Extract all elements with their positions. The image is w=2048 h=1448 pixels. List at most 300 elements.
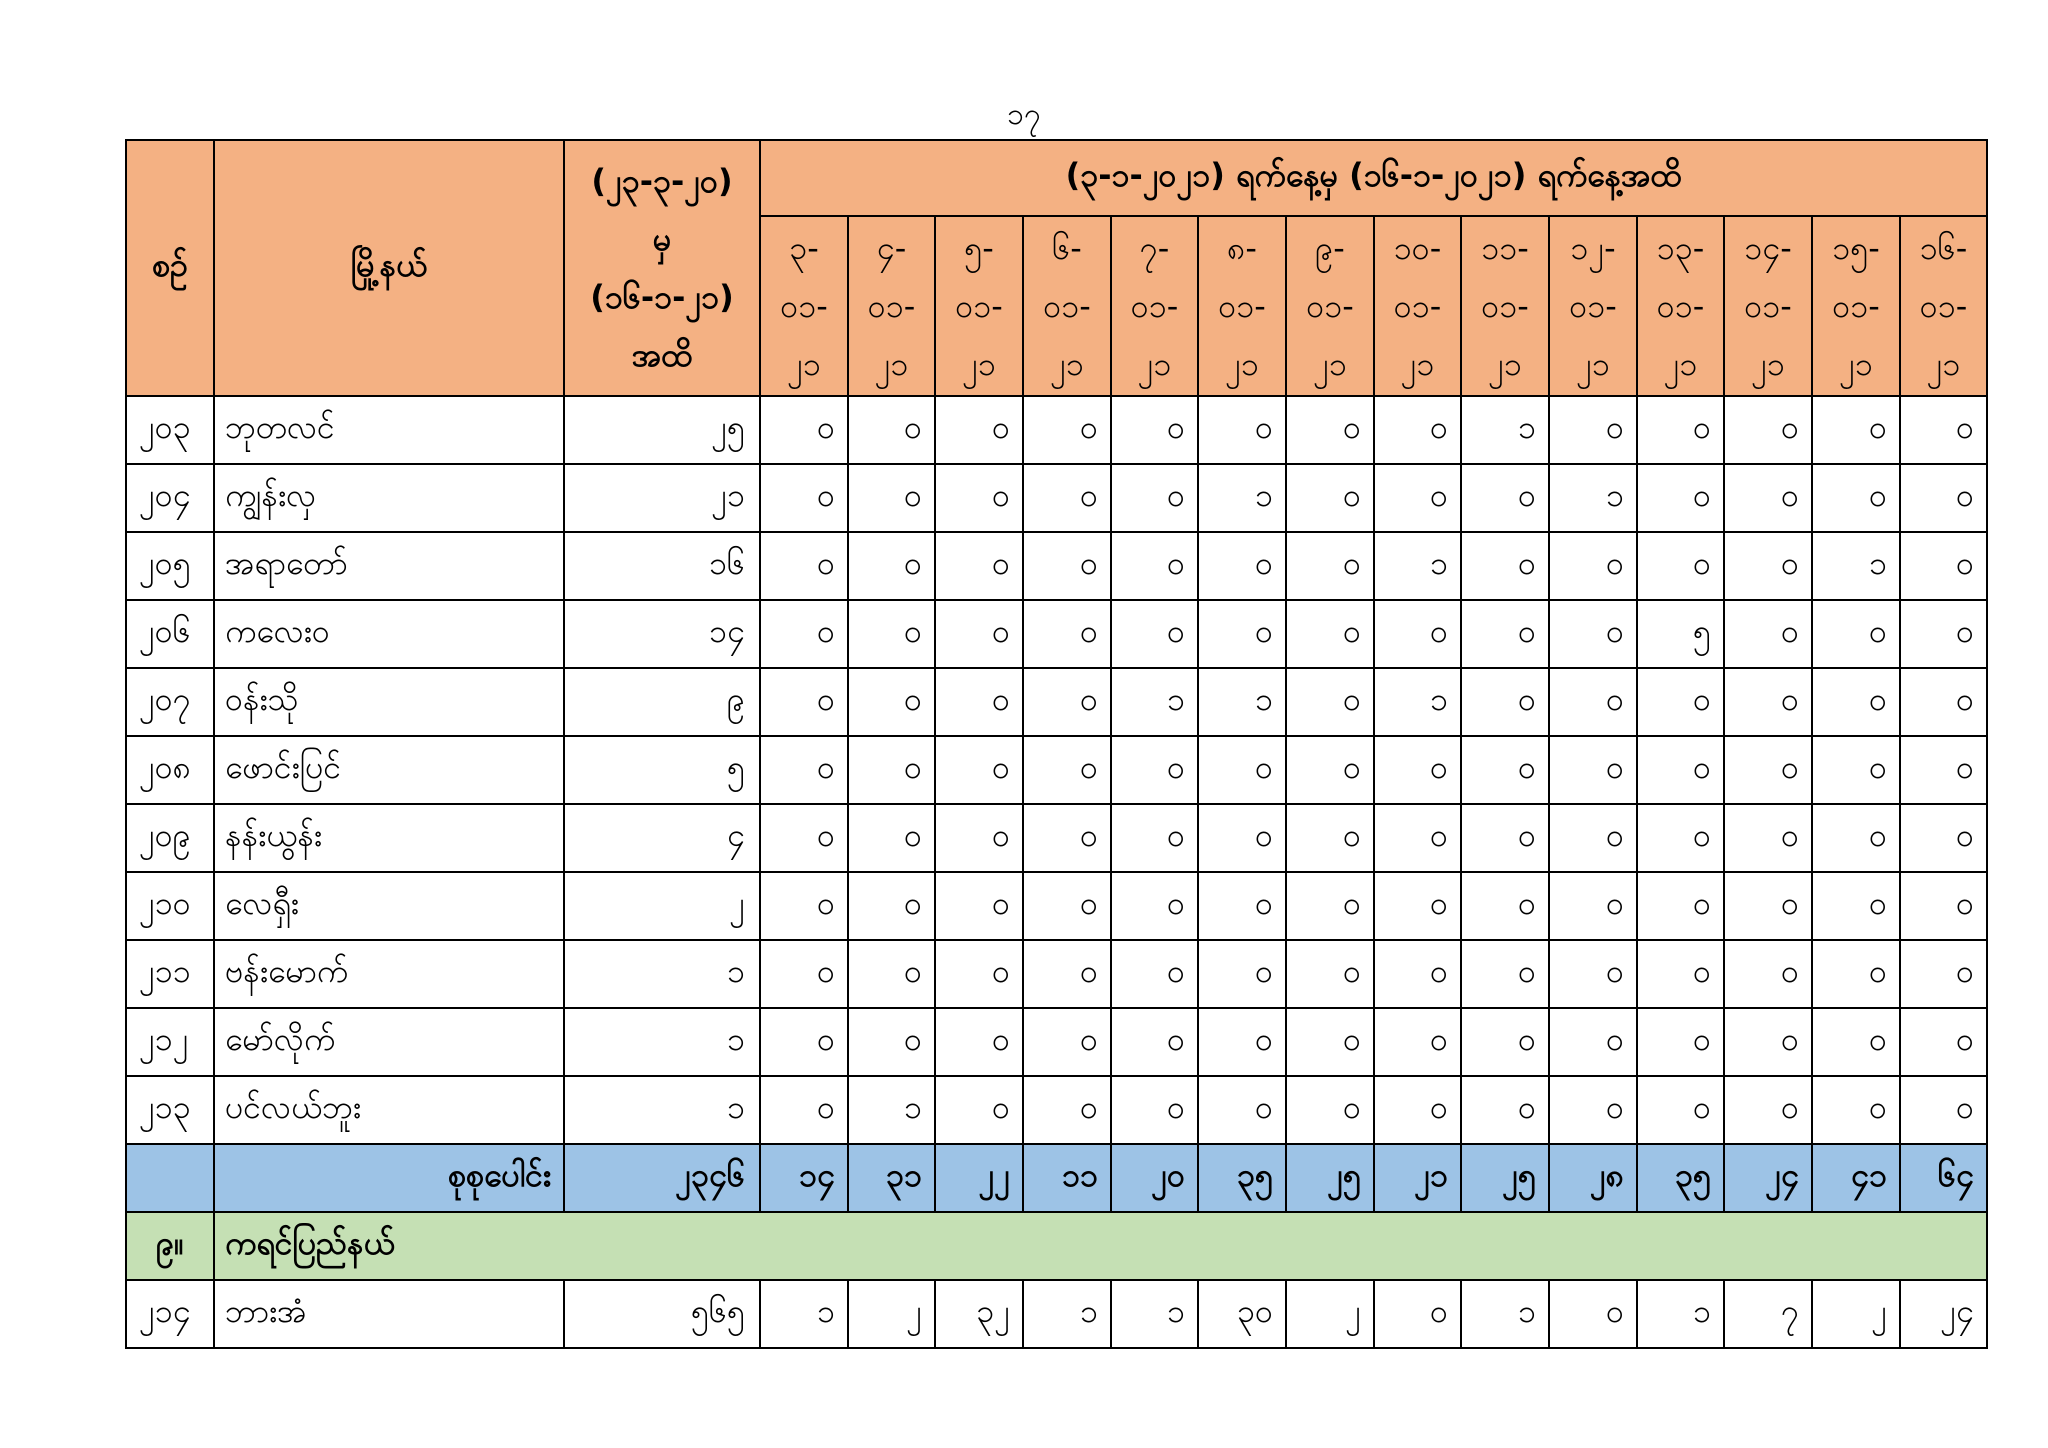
- daily-count: ၀: [1023, 464, 1111, 532]
- daily-count: ၀: [1637, 396, 1724, 464]
- header-date-part: ၂၁: [1926, 345, 1961, 383]
- sum-daily-count: ၂၀: [1111, 1144, 1198, 1212]
- township-name: ကျွန်းလှ: [214, 464, 564, 532]
- section-number: ၉။: [126, 1212, 214, 1280]
- daily-count: ၀: [935, 464, 1023, 532]
- daily-count: ၀: [1374, 872, 1461, 940]
- daily-count: ၀: [1111, 872, 1198, 940]
- daily-count: ၀: [1461, 1076, 1549, 1144]
- daily-count: ၁: [1198, 668, 1286, 736]
- daily-count: ၀: [1549, 1280, 1637, 1348]
- daily-count: ၀: [760, 940, 848, 1008]
- daily-count: ၀: [1724, 464, 1812, 532]
- daily-count: ၀: [1286, 872, 1374, 940]
- daily-count: ၀: [1724, 1076, 1812, 1144]
- daily-count: ၀: [1286, 1008, 1374, 1076]
- header-date-part: ၁၀-: [1393, 229, 1442, 267]
- daily-count: ၀: [1900, 1076, 1987, 1144]
- header-date-8: [1374, 216, 1461, 396]
- row-number: ၂၀၆: [126, 600, 214, 668]
- covid-township-table: [125, 139, 1988, 1349]
- cumulative-total: ၄: [564, 804, 760, 872]
- row-number: ၂၁၀: [126, 872, 214, 940]
- header-date-part: ၂၁: [1225, 345, 1259, 383]
- daily-count: ၀: [1111, 464, 1198, 532]
- daily-count: ၀: [1637, 668, 1724, 736]
- daily-count: ၀: [1637, 736, 1724, 804]
- daily-count: ၀: [1724, 804, 1812, 872]
- header-date-14: [1900, 216, 1987, 396]
- daily-count: ၀: [1637, 464, 1724, 532]
- table-row: [126, 1008, 1987, 1076]
- daily-count: ၁: [1637, 1280, 1724, 1348]
- daily-count: ၀: [848, 872, 935, 940]
- daily-count: ၀: [1724, 940, 1812, 1008]
- daily-count: ၀: [1812, 396, 1900, 464]
- daily-count: ၀: [1812, 1008, 1900, 1076]
- daily-count: ၀: [1637, 1076, 1724, 1144]
- row-number: ၂၀၄: [126, 464, 214, 532]
- header-date-part: ၂၁: [1400, 345, 1435, 383]
- daily-count: ၀: [1111, 600, 1198, 668]
- daily-count: ၀: [760, 1008, 848, 1076]
- header-date-part: ၂၁: [1839, 345, 1873, 383]
- daily-count: ၂၄: [1900, 1280, 1987, 1348]
- daily-count: ၀: [1023, 600, 1111, 668]
- row-number: ၂၀၈: [126, 736, 214, 804]
- daily-count: ၀: [848, 396, 935, 464]
- table-row: [126, 1076, 1987, 1144]
- section-title: ကရင်ပြည်နယ်: [214, 1212, 1987, 1280]
- daily-count: ၀: [1724, 600, 1812, 668]
- header-cumulative: [564, 140, 760, 396]
- header-date-4: [1023, 216, 1111, 396]
- daily-count: ၀: [848, 804, 935, 872]
- header-date-part: ၈-: [1227, 229, 1257, 267]
- daily-count: ၀: [1461, 1008, 1549, 1076]
- daily-count: ၀: [1374, 464, 1461, 532]
- daily-count: ၀: [1900, 600, 1987, 668]
- header-date-part: ၀၁-: [780, 287, 828, 325]
- daily-count: ၀: [1461, 600, 1549, 668]
- daily-count: ၀: [1900, 668, 1987, 736]
- daily-count: ၀: [760, 464, 848, 532]
- header-date-part: ၀၁-: [1393, 287, 1442, 325]
- row-number: ၂၁၂: [126, 1008, 214, 1076]
- header-cumulative-line1: (၂၃-၃-၂၀): [591, 162, 733, 200]
- daily-count: ၀: [1900, 532, 1987, 600]
- daily-count: ၀: [1198, 940, 1286, 1008]
- header-date-part: ၁၂-: [1570, 229, 1616, 267]
- header-date-part: ၂၁: [874, 345, 909, 383]
- cumulative-total: ၁၆: [564, 532, 760, 600]
- daily-count: ၁: [1461, 396, 1549, 464]
- cumulative-total: ၁: [564, 1008, 760, 1076]
- daily-count: ၀: [848, 668, 935, 736]
- daily-count: ၀: [1198, 804, 1286, 872]
- header-date-range: (၃-၁-၂၀၂၁) ရက်နေ့မှ (၁၆-၁-၂၀၂၁) ရက်နေ့အထိ: [760, 140, 1987, 216]
- daily-count: ၀: [1111, 736, 1198, 804]
- daily-count: ၀: [1637, 532, 1724, 600]
- daily-count: ၀: [1900, 940, 1987, 1008]
- daily-count: ၀: [1198, 872, 1286, 940]
- daily-count: ၀: [848, 736, 935, 804]
- daily-count: ၀: [1724, 736, 1812, 804]
- daily-count: ၀: [935, 1008, 1023, 1076]
- daily-count: ၀: [935, 396, 1023, 464]
- daily-count: ၀: [935, 1076, 1023, 1144]
- row-number: ၂၀၇: [126, 668, 214, 736]
- sum-daily-count: ၃၅: [1637, 1144, 1724, 1212]
- daily-count: ၀: [760, 872, 848, 940]
- daily-count: ၀: [1286, 736, 1374, 804]
- header-date-part: ၂၁: [1313, 345, 1347, 383]
- daily-count: ၀: [1812, 464, 1900, 532]
- township-name: ဝန်းသို: [214, 668, 564, 736]
- daily-count: ၀: [1286, 668, 1374, 736]
- daily-count: ၀: [1724, 1008, 1812, 1076]
- cumulative-total: ၂၁: [564, 464, 760, 532]
- header-date-part: ၆-: [1052, 229, 1082, 267]
- daily-count: ၂: [1286, 1280, 1374, 1348]
- daily-count: ၀: [1812, 668, 1900, 736]
- daily-count: ၀: [1198, 532, 1286, 600]
- township-name: နန်းယွန်း: [214, 804, 564, 872]
- header-date-part: ၁၆-: [1919, 229, 1968, 267]
- daily-count: ၀: [935, 872, 1023, 940]
- header-date-part: ၀၁-: [1919, 287, 1968, 325]
- daily-count: ၀: [1023, 668, 1111, 736]
- sum-daily-count: ၂၈: [1549, 1144, 1637, 1212]
- page-number: ၁၇: [1007, 97, 1041, 132]
- daily-count: ၀: [1286, 1076, 1374, 1144]
- daily-count: ၀: [848, 1008, 935, 1076]
- header-date-13: [1812, 216, 1900, 396]
- daily-count: ၀: [1286, 464, 1374, 532]
- daily-count: ၀: [1637, 940, 1724, 1008]
- daily-count: ၀: [1198, 600, 1286, 668]
- daily-count: ၀: [1549, 668, 1637, 736]
- header-date-part: ၀၁-: [1306, 287, 1354, 325]
- header-cumulative-line4: အထိ: [631, 336, 693, 374]
- daily-count: ၁: [848, 1076, 935, 1144]
- header-date-part: ၁၄-: [1744, 229, 1792, 267]
- header-cumulative-line3: (၁၆-၁-၂၁): [590, 278, 734, 316]
- daily-count: ၀: [1111, 1008, 1198, 1076]
- table-row: [126, 396, 1987, 464]
- daily-count: ၀: [848, 464, 935, 532]
- daily-count: ၁: [1461, 1280, 1549, 1348]
- daily-count: ၁: [1374, 532, 1461, 600]
- sum-daily-count: ၂၂: [935, 1144, 1023, 1212]
- daily-count: ၂: [1812, 1280, 1900, 1348]
- daily-count: ၀: [760, 532, 848, 600]
- daily-count: ၀: [935, 940, 1023, 1008]
- daily-count: ၀: [1900, 804, 1987, 872]
- sum-empty-cell: [126, 1144, 214, 1212]
- sum-daily-count: ၆၄: [1900, 1144, 1987, 1212]
- daily-count: ၀: [1461, 736, 1549, 804]
- daily-count: ၀: [1549, 600, 1637, 668]
- daily-count: ၀: [1549, 940, 1637, 1008]
- daily-count: ၀: [1023, 532, 1111, 600]
- sum-daily-count: ၃၅: [1198, 1144, 1286, 1212]
- table-row: [126, 872, 1987, 940]
- table-row: [126, 600, 1987, 668]
- daily-count: ၀: [1286, 532, 1374, 600]
- header-date-1: [760, 216, 848, 396]
- daily-count: ၃၀: [1198, 1280, 1286, 1348]
- row-number: ၂၁၃: [126, 1076, 214, 1144]
- daily-count: ၀: [1549, 532, 1637, 600]
- daily-count: ၀: [1637, 872, 1724, 940]
- cumulative-total: ၅: [564, 736, 760, 804]
- header-date-part: ၃-: [789, 229, 819, 267]
- table-row: [126, 464, 1987, 532]
- daily-count: ၁: [1812, 532, 1900, 600]
- township-name: အရာတော်: [214, 532, 564, 600]
- header-date-5: [1111, 216, 1198, 396]
- header-date-part: ၀၁-: [1218, 287, 1266, 325]
- daily-count: ၀: [1637, 804, 1724, 872]
- daily-count: ၀: [1812, 804, 1900, 872]
- daily-count: ၀: [848, 940, 935, 1008]
- sum-daily-count: ၁၄: [760, 1144, 848, 1212]
- header-date-part: ၀၁-: [955, 287, 1003, 325]
- daily-count: ၀: [848, 532, 935, 600]
- daily-count: ၀: [1461, 668, 1549, 736]
- header-date-part: ၂၁: [1751, 345, 1785, 383]
- cumulative-total: ၁၄: [564, 600, 760, 668]
- header-date-part: ၂၁: [787, 345, 821, 383]
- daily-count: ၀: [1111, 532, 1198, 600]
- row-number: ၂၁၁: [126, 940, 214, 1008]
- header-date-part: ၂၁: [1050, 345, 1084, 383]
- daily-count: ၀: [1549, 872, 1637, 940]
- daily-count: ၇: [1724, 1280, 1812, 1348]
- daily-count: ၀: [1724, 872, 1812, 940]
- daily-count: ၀: [1461, 464, 1549, 532]
- township-name: လေရှီး: [214, 872, 564, 940]
- township-name: မော်လိုက်: [214, 1008, 564, 1076]
- header-date-6: [1198, 216, 1286, 396]
- header-date-part: ၀၁-: [1043, 287, 1091, 325]
- header-date-part: ၂၁: [1488, 345, 1522, 383]
- table-row: [126, 532, 1987, 600]
- daily-count: ၀: [1900, 872, 1987, 940]
- daily-count: ၀: [1374, 736, 1461, 804]
- sum-total: ၂၃၄၆: [564, 1144, 760, 1212]
- daily-count: ၀: [1023, 396, 1111, 464]
- daily-count: ၀: [935, 532, 1023, 600]
- row-number: ၂၀၅: [126, 532, 214, 600]
- daily-count: ၀: [1111, 1076, 1198, 1144]
- daily-count: ၀: [1286, 940, 1374, 1008]
- cumulative-total: ၂: [564, 872, 760, 940]
- header-date-part: ၇-: [1139, 229, 1170, 267]
- header-date-2: [848, 216, 935, 396]
- daily-count: ၀: [760, 396, 848, 464]
- header-date-part: ၀၁-: [867, 287, 916, 325]
- township-name: ဗန်းမောက်: [214, 940, 564, 1008]
- header-date-part: ၉-: [1315, 229, 1345, 267]
- table-row: [126, 804, 1987, 872]
- township-name: ဘုတလင်: [214, 396, 564, 464]
- row-number: ၂၀၉: [126, 804, 214, 872]
- daily-count: ၀: [760, 1076, 848, 1144]
- daily-count: ၀: [1198, 1076, 1286, 1144]
- daily-count: ၀: [1812, 736, 1900, 804]
- daily-count: ၀: [760, 668, 848, 736]
- daily-count: ၀: [760, 804, 848, 872]
- header-date-part: ၂၁: [1663, 345, 1698, 383]
- daily-count: ၁: [1111, 668, 1198, 736]
- daily-count: ၀: [1374, 804, 1461, 872]
- daily-count: ၀: [1023, 804, 1111, 872]
- daily-count: ၁: [1198, 464, 1286, 532]
- daily-count: ၀: [1198, 396, 1286, 464]
- daily-count: ၀: [935, 736, 1023, 804]
- daily-count: ၀: [1111, 940, 1198, 1008]
- header-date-part: ၀၁-: [1832, 287, 1880, 325]
- daily-count: ၀: [1724, 396, 1812, 464]
- row-number: ၂၁၄: [126, 1280, 214, 1348]
- daily-count: ၀: [1374, 940, 1461, 1008]
- header-date-part: ၁၃-: [1656, 229, 1705, 267]
- sum-daily-count: ၁၁: [1023, 1144, 1111, 1212]
- row-number: ၂၀၃: [126, 396, 214, 464]
- header-date-10: [1549, 216, 1637, 396]
- header-date-part: ၅-: [964, 229, 994, 267]
- header-no: စဉ်: [126, 140, 214, 396]
- daily-count: ၀: [1023, 736, 1111, 804]
- daily-count: ၀: [1198, 1008, 1286, 1076]
- daily-count: ၁: [1374, 668, 1461, 736]
- section-row: [126, 1212, 1987, 1280]
- daily-count: ၀: [1724, 668, 1812, 736]
- header-date-part: ၂၁: [962, 345, 996, 383]
- daily-count: ၀: [1900, 396, 1987, 464]
- daily-count: ၀: [1461, 804, 1549, 872]
- daily-count: ၀: [1549, 1008, 1637, 1076]
- sum-daily-count: ၄၁: [1812, 1144, 1900, 1212]
- table-row: [126, 940, 1987, 1008]
- daily-count: ၀: [1812, 940, 1900, 1008]
- header-date-part: ၀၁-: [1569, 287, 1617, 325]
- header-date-part: ၂၁: [1576, 345, 1610, 383]
- header-date-part: ၂၁: [1137, 345, 1172, 383]
- daily-count: ၀: [1374, 1008, 1461, 1076]
- daily-count: ၀: [1461, 532, 1549, 600]
- header-township: မြို့နယ်: [214, 140, 564, 396]
- daily-count: ၀: [1900, 736, 1987, 804]
- daily-count: ၀: [935, 668, 1023, 736]
- daily-count: ၀: [1900, 464, 1987, 532]
- daily-count: ၀: [848, 600, 935, 668]
- daily-count: ၀: [760, 736, 848, 804]
- daily-count: ၀: [1549, 804, 1637, 872]
- sum-row: [126, 1144, 1987, 1212]
- sum-daily-count: ၂၄: [1724, 1144, 1812, 1212]
- daily-count: ၀: [1023, 1076, 1111, 1144]
- daily-count: ၁: [1549, 464, 1637, 532]
- daily-count: ၀: [1374, 600, 1461, 668]
- header-date-part: ၁၁-: [1481, 229, 1529, 267]
- daily-count: ၀: [1724, 532, 1812, 600]
- daily-count: ၀: [760, 600, 848, 668]
- table-row: [126, 668, 1987, 736]
- cumulative-total: ၉: [564, 668, 760, 736]
- sum-daily-count: ၂၅: [1286, 1144, 1374, 1212]
- daily-count: ၀: [1023, 940, 1111, 1008]
- daily-count: ၀: [1461, 940, 1549, 1008]
- daily-count: ၀: [1023, 872, 1111, 940]
- daily-count: ၀: [1198, 736, 1286, 804]
- daily-count: ၀: [1374, 1076, 1461, 1144]
- township-name: ဖောင်းပြင်: [214, 736, 564, 804]
- cumulative-total: ၁: [564, 940, 760, 1008]
- daily-count: ၀: [1461, 872, 1549, 940]
- daily-count: ၀: [1812, 600, 1900, 668]
- sum-daily-count: ၂၅: [1461, 1144, 1549, 1212]
- daily-count: ၀: [1549, 396, 1637, 464]
- daily-count: ၁: [1023, 1280, 1111, 1348]
- daily-count: ၀: [1549, 736, 1637, 804]
- header-date-part: ၁၅-: [1832, 229, 1880, 267]
- daily-count: ၀: [1374, 396, 1461, 464]
- daily-count: ၃၂: [935, 1280, 1023, 1348]
- daily-count: ၁: [1111, 1280, 1198, 1348]
- header-date-part: ၀၁-: [1656, 287, 1705, 325]
- header-date-part: ၄-: [876, 229, 907, 267]
- township-name: ဘားအံ: [214, 1280, 564, 1348]
- township-name: ပင်လယ်ဘူး: [214, 1076, 564, 1144]
- daily-count: ၀: [1374, 1280, 1461, 1348]
- daily-count: ၀: [1111, 804, 1198, 872]
- daily-count: ၀: [1812, 872, 1900, 940]
- header-date-part: ၀၁-: [1130, 287, 1179, 325]
- header-date-part: ၀၁-: [1744, 287, 1792, 325]
- sum-label: စုစုပေါင်း: [214, 1144, 564, 1212]
- daily-count: ၀: [1637, 1008, 1724, 1076]
- daily-count: ၀: [935, 804, 1023, 872]
- daily-count: ၀: [1900, 1008, 1987, 1076]
- cumulative-total: ၂၅: [564, 396, 760, 464]
- daily-count: ၅: [1637, 600, 1724, 668]
- cumulative-total: ၅၆၅: [564, 1280, 760, 1348]
- header-date-7: [1286, 216, 1374, 396]
- daily-count: ၁: [760, 1280, 848, 1348]
- header-date-3: [935, 216, 1023, 396]
- cumulative-total: ၁: [564, 1076, 760, 1144]
- sum-daily-count: ၂၁: [1374, 1144, 1461, 1212]
- header-date-11: [1637, 216, 1724, 396]
- header-date-12: [1724, 216, 1812, 396]
- header-cumulative-line2: မှ: [652, 220, 672, 258]
- daily-count: ၀: [1286, 600, 1374, 668]
- sum-daily-count: ၃၁: [848, 1144, 935, 1212]
- daily-count: ၀: [1286, 804, 1374, 872]
- daily-count: ၀: [1286, 396, 1374, 464]
- daily-count: ၀: [935, 600, 1023, 668]
- daily-count: ၀: [1549, 1076, 1637, 1144]
- header-date-part: ၀၁-: [1481, 287, 1529, 325]
- header-date-9: [1461, 216, 1549, 396]
- daily-count: ၀: [1111, 396, 1198, 464]
- table-row: [126, 736, 1987, 804]
- daily-count: ၂: [848, 1280, 935, 1348]
- table-row: [126, 1280, 1987, 1348]
